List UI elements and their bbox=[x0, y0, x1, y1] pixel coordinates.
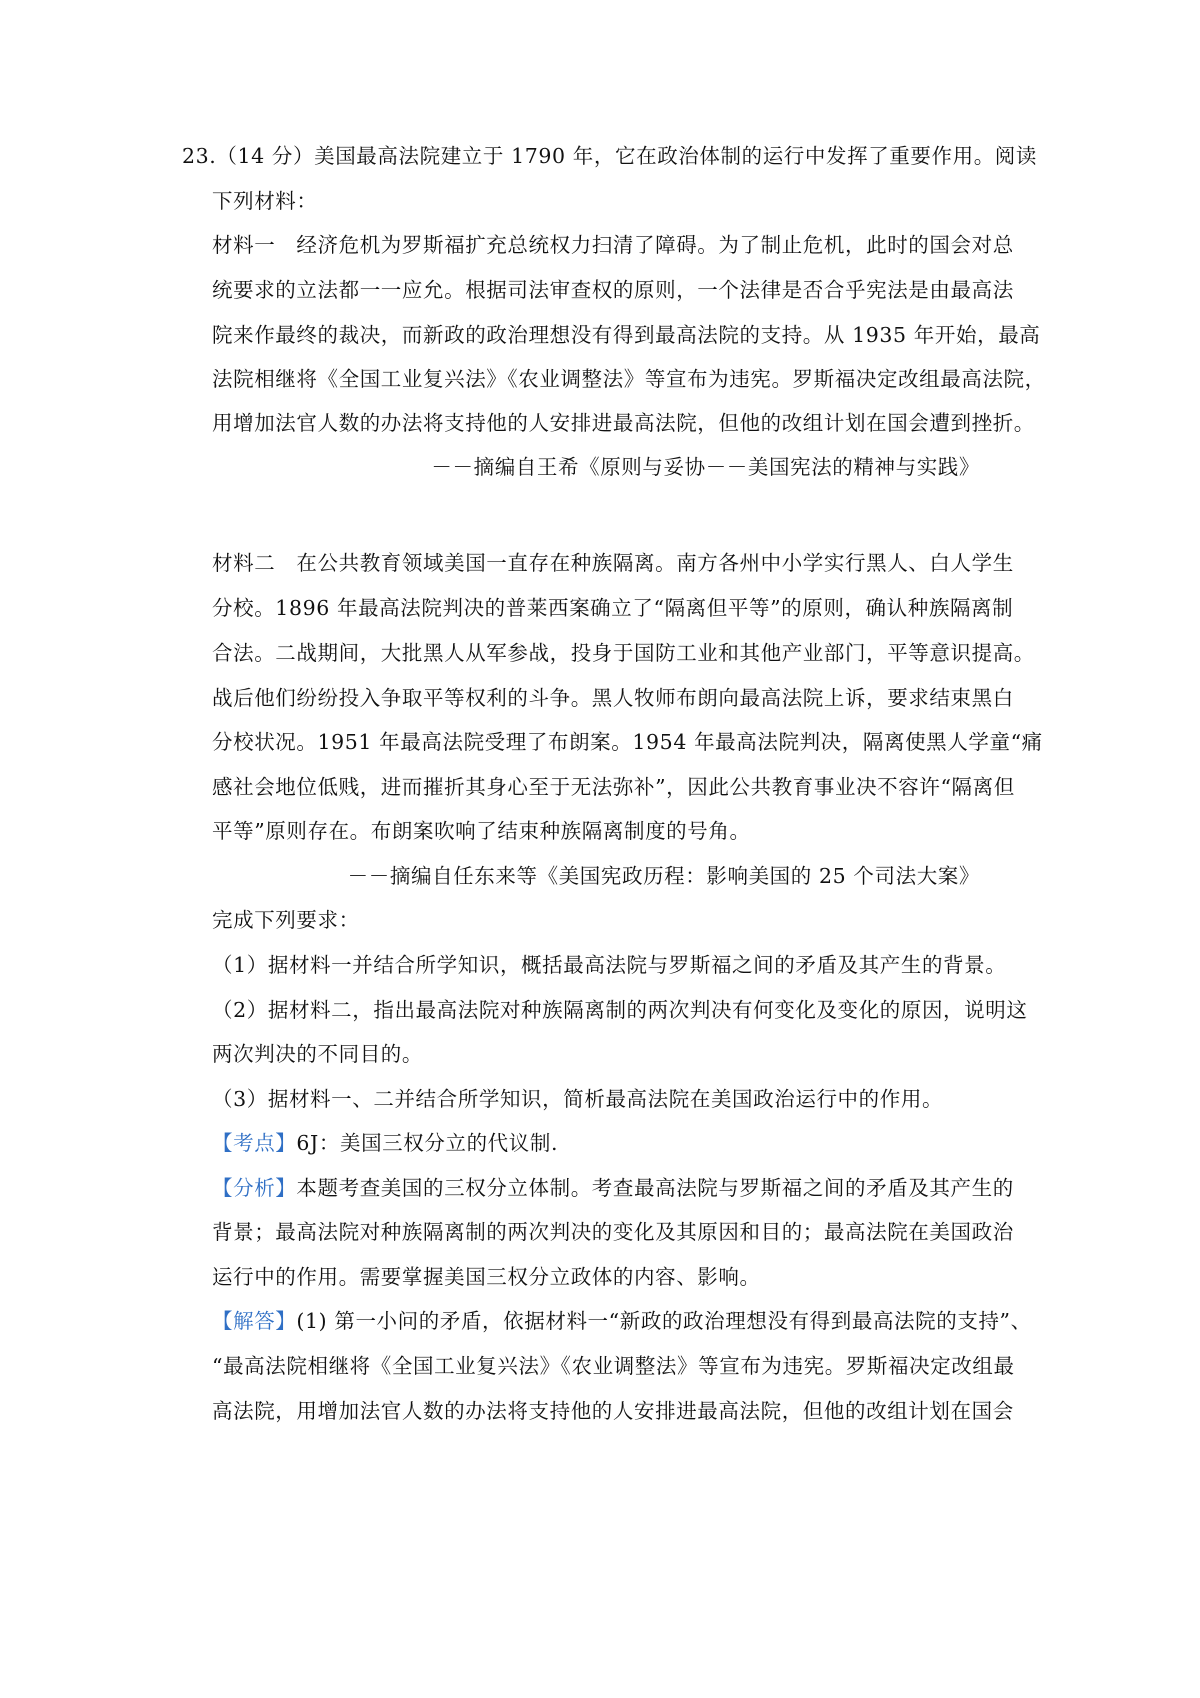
requirement-item: （2）据材料二，指出最高法院对种族隔离制的两次判决有何变化及变化的原因，说明这 bbox=[212, 998, 1028, 1022]
jieda-line: 高法院，用增加法官人数的办法将支持他的人安排进最高法院，但他的改组计划在国会 bbox=[212, 1399, 1014, 1423]
kaodian-text: 6J：美国三权分立的代议制. bbox=[296, 1131, 559, 1155]
material2-source: －－摘编自任东来等《美国宪政历程：影响美国的 25 个司法大案》 bbox=[347, 864, 980, 888]
material1-line: 统要求的立法都一一应允。根据司法审查权的原则，一个法律是否合乎宪法是由最高法 bbox=[212, 278, 1014, 302]
material2-line: 合法。二战期间，大批黑人从军参战，投身于国防工业和其他产业部门，平等意识提高。 bbox=[212, 641, 1035, 665]
jieda-text: (1) 第一小问的矛盾，依据材料一“新政的政治理想没有得到最高法院的支持”、 bbox=[296, 1309, 1032, 1333]
kaodian-line bbox=[212, 1128, 558, 1158]
material2-line: 分校。1896 年最高法院判决的普莱西案确立了“隔离但平等”的原则，确认种族隔离制 bbox=[212, 596, 1014, 620]
fenxi-line: 运行中的作用。需要掌握美国三权分立政体的内容、影响。 bbox=[212, 1265, 761, 1289]
jieda-tag: 【解答】 bbox=[212, 1309, 297, 1333]
requirement-item: （1）据材料一并结合所学知识，概括最高法院与罗斯福之间的矛盾及其产生的背景。 bbox=[212, 953, 1007, 977]
material1-line: 院来作最终的裁决，而新政的政治理想没有得到最高法院的支持。从 1935 年开始，最高 bbox=[212, 323, 1041, 347]
jieda-line: “最高法院相继将《全国工业复兴法》《农业调整法》等宣布为违宪。罗斯福决定改组最 bbox=[212, 1354, 1015, 1378]
material1-source: －－摘编自王希《原则与妥协－－美国宪法的精神与实践》 bbox=[431, 455, 980, 479]
material2-line: 分校状况。1951 年最高法院受理了布朗案。1954 年最高法院判决，隔离使黑人学童“痛 bbox=[212, 730, 1043, 754]
jieda-line bbox=[212, 1306, 1032, 1336]
kaodian-tag: 【考点】 bbox=[212, 1131, 297, 1155]
fenxi-line bbox=[212, 1173, 1014, 1203]
fenxi-text: 本题考查美国的三权分立体制。考查最高法院与罗斯福之间的矛盾及其产生的 bbox=[296, 1176, 1014, 1200]
material1-line: 材料一 经济危机为罗斯福扩充总统权力扫清了障碍。为了制止危机，此时的国会对总 bbox=[212, 233, 1014, 257]
material2-line: 平等”原则存在。布朗案吹响了结束种族隔离制度的号角。 bbox=[212, 819, 751, 843]
question-line: 下列材料： bbox=[212, 189, 318, 213]
material1-line: 法院相继将《全国工业复兴法》《农业调整法》等宣布为违宪。罗斯福决定改组最高法院， bbox=[212, 367, 1046, 391]
material1-line: 用增加法官人数的办法将支持他的人安排进最高法院，但他的改组计划在国会遭到挫折。 bbox=[212, 411, 1035, 435]
material2-line: 战后他们纷纷投入争取平等权利的斗争。黑人牧师布朗向最高法院上诉，要求结束黑白 bbox=[212, 686, 1014, 710]
material2-line: 材料二 在公共教育领域美国一直存在种族隔离。南方各州中小学实行黑人、白人学生 bbox=[212, 551, 1014, 575]
material2-line: 感社会地位低贱，进而摧折其身心至于无法弥补”，因此公共教育事业决不容许“隔离但 bbox=[212, 775, 1015, 799]
question-line: 23.（14 分）美国最高法院建立于 1790 年，它在政治体制的运行中发挥了重要作用。阅读 bbox=[182, 144, 1038, 168]
fenxi-line: 背景；最高法院对种族隔离制的两次判决的变化及其原因和目的；最高法院在美国政治 bbox=[212, 1220, 1014, 1244]
fenxi-tag: 【分析】 bbox=[212, 1176, 297, 1200]
requirement-item: 两次判决的不同目的。 bbox=[212, 1042, 423, 1066]
requirement-item: （3）据材料一、二并结合所学知识，简析最高法院在美国政治运行中的作用。 bbox=[212, 1087, 944, 1111]
requirements-intro: 完成下列要求： bbox=[212, 908, 360, 932]
